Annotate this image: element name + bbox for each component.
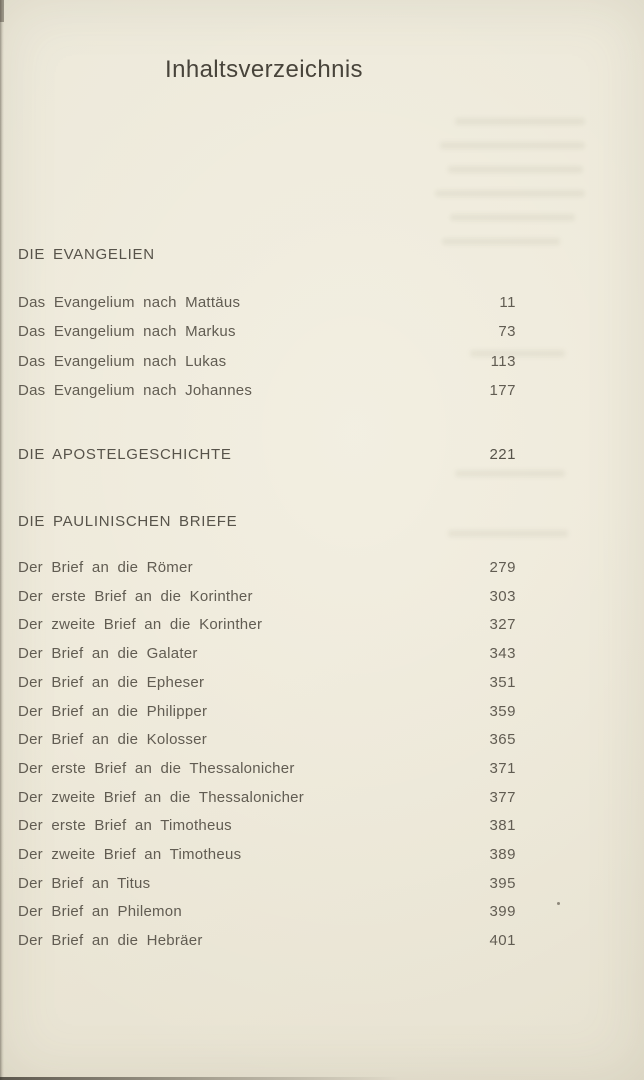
toc-entry-label: Der Brief an Titus	[18, 874, 151, 892]
page-show-through-artifact	[455, 118, 585, 125]
toc-entry-page-number: 381	[489, 817, 516, 835]
toc-entry	[18, 347, 516, 376]
toc-entry-label: Der Brief an Philemon	[18, 903, 182, 921]
toc-entry-label: Das Evangelium nach Lukas	[18, 352, 227, 370]
toc-entry-page-number: 351	[489, 673, 516, 691]
toc-entry-label: Der erste Brief an die Korinther	[18, 587, 253, 605]
toc-entry-page-number: 327	[489, 616, 516, 634]
section-heading-evangelien	[18, 245, 516, 265]
toc-entry	[18, 669, 516, 698]
toc-entry	[18, 841, 516, 870]
toc-entry-label: Der Brief an die Römer	[18, 559, 193, 576]
toc-entry	[18, 870, 516, 899]
toc-entry	[18, 726, 516, 755]
toc-entry	[18, 927, 516, 956]
toc-entries-evangelien	[18, 288, 516, 405]
toc-entry-page-number: 11	[499, 294, 516, 311]
scan-corner-mark-artifact	[0, 0, 4, 22]
toc-entry-page-number: 399	[489, 903, 516, 921]
toc-entry-label: Der Brief an die Hebräer	[18, 932, 203, 950]
section-heading-label: DIE APOSTELGESCHICHTE	[18, 446, 232, 463]
toc-entry-page-number: 73	[498, 323, 516, 341]
toc-entry-label: Das Evangelium nach Markus	[18, 323, 236, 341]
toc-entry	[18, 583, 516, 612]
toc-entry	[18, 640, 516, 669]
toc-entry-page-number: 377	[489, 788, 516, 806]
toc-entry-label: Der Brief an die Galater	[18, 645, 198, 663]
toc-entry-page-number: 359	[489, 702, 516, 720]
section-heading-paulinische-briefe	[18, 512, 516, 532]
toc-entry-label: Der erste Brief an die Thessalonicher	[18, 759, 295, 777]
toc-entry-page-number: 343	[489, 645, 516, 663]
toc-entry-page-number: 389	[489, 846, 516, 864]
toc-entry	[18, 812, 516, 841]
toc-entry-label: Der erste Brief an Timotheus	[18, 817, 232, 835]
toc-entry	[18, 698, 516, 727]
toc-entry	[18, 376, 516, 405]
page-show-through-artifact	[450, 214, 575, 221]
section-heading-apostelgeschichte	[18, 445, 516, 465]
toc-entry-page-number: 113	[490, 352, 516, 370]
toc-entry-page-number: 177	[489, 381, 516, 399]
page-show-through-artifact	[455, 470, 565, 477]
section-heading-label: DIE PAULINISCHEN BRIEFE	[18, 513, 238, 530]
toc-entry	[18, 554, 516, 583]
toc-entry-label: Der Brief an die Philipper	[18, 702, 208, 720]
toc-entry-page-number: 395	[489, 874, 516, 892]
page-show-through-artifact	[442, 238, 560, 245]
page-show-through-artifact	[440, 142, 585, 149]
toc-entry-label: Das Evangelium nach Mattäus	[18, 294, 241, 311]
toc-entry	[18, 784, 516, 813]
toc-entry-page-number: 371	[489, 759, 516, 777]
toc-entry-label: Der Brief an die Kolosser	[18, 731, 207, 749]
page-show-through-artifact	[435, 190, 585, 197]
toc-entry-page-number: 365	[489, 731, 516, 749]
scan-edge-left-artifact	[0, 0, 4, 1080]
toc-entry-label: Das Evangelium nach Johannes	[18, 381, 253, 399]
ink-speck-artifact	[557, 902, 560, 905]
toc-entry	[18, 898, 516, 927]
toc-entry	[18, 288, 516, 317]
toc-entry	[18, 611, 516, 640]
toc-entry-label: Der zweite Brief an die Korinther	[18, 616, 263, 634]
toc-entry-label: Der zweite Brief an Timotheus	[18, 846, 242, 864]
toc-entry-label: Der zweite Brief an die Thessalonicher	[18, 788, 305, 806]
section-heading-label: DIE EVANGELIEN	[18, 246, 155, 263]
page-show-through-artifact	[448, 166, 583, 173]
toc-entries-paulinische-briefe	[18, 554, 516, 956]
toc-entry	[18, 755, 516, 784]
toc-entry-label: Der Brief an die Epheser	[18, 673, 205, 691]
toc-entry-page-number: 303	[489, 587, 516, 605]
toc-entry-page-number: 401	[489, 932, 516, 950]
toc-entry-page-number: 279	[489, 559, 516, 576]
page-title: Inhaltsverzeichnis	[165, 56, 363, 83]
toc-entry	[18, 317, 516, 346]
section-page-number: 221	[489, 446, 516, 463]
